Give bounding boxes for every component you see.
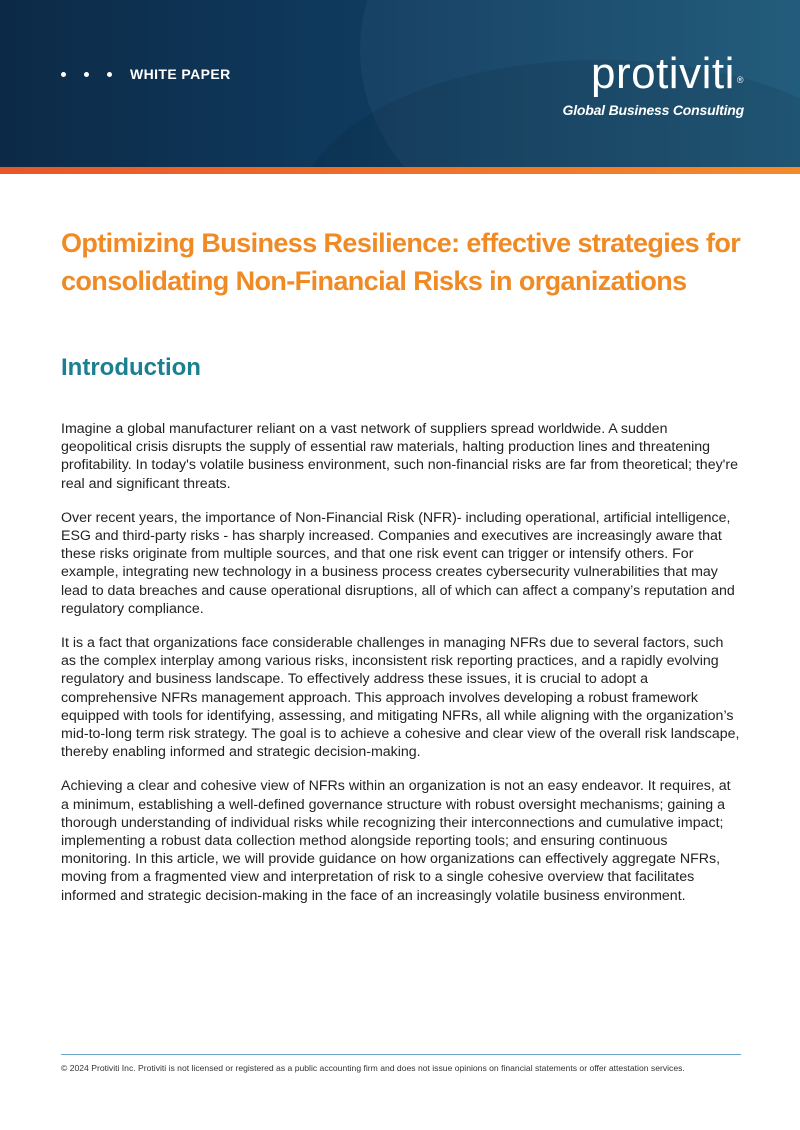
footer-divider [61, 1054, 741, 1055]
logo-wordmark: protiviti ® [590, 49, 744, 98]
header-banner [0, 0, 800, 167]
bullet-dot-icon [84, 72, 89, 77]
logo-subtitle: Global Business Consulting [562, 102, 744, 118]
bullet-dot-icon [107, 72, 112, 77]
footer-disclaimer: © 2024 Protiviti Inc. Protiviti is not licensed or registered as a public accounting firm and does not issue opinions on financial statements or offer attestation services. [61, 1063, 685, 1073]
paragraph: Achieving a clear and cohesive view of NFRs within an organization is not an easy endeavor. It requires, at a minimum, establishing a well-defined governance structure with robust oversight mechanisms; gaining a thorough understanding of individual risks while recognizing their interconnections and cumulative impact; implementing a robust data collection method alongside reporting tools; and ensuring continuous monitoring. In this article, we will provide guidance on how organizations can effectively aggregate NFRs, moving from a fragmented view and interpretation of risk to a single cohesive overview that facilitates informed and strategic decision-making in the face of an increasingly volatile business environment. [61, 778, 731, 904]
document-type-tag [61, 65, 231, 83]
protiviti-logo [562, 49, 744, 118]
paragraph: Over recent years, the importance of Non-Financial Risk (NFR)- including operational, artificial intelligence, ESG and third-party risks - has sharply increased. Companies and executives are increasingly aware that these risks originate from multiple sources, and that one risk event can trigger or intensify others. For example, integrating new technology in a business process creates cybersecurity vulnerabilities that may lead to data breaches and cause operational disruptions, all of which can affect a company’s reputation and regulatory compliance. [61, 509, 735, 617]
paragraph: Imagine a global manufacturer reliant on a vast network of suppliers spread worldwide. A sudden geopolitical crisis disrupts the supply of essential raw materials, halting production lines and threatening profitability. In today's volatile business environment, such non-financial risks are far from theoretical; they're real and significant threats. [61, 421, 739, 492]
accent-bar [0, 167, 800, 174]
paragraph: It is a fact that organizations face considerable challenges in managing NFRs due to several factors, such as the complex interplay among various risks, inconsistent risk reporting practices, and a rapidly evolving regulatory and business landscape. To effectively address these issues, it is crucial to adopt a comprehensive NFRs management approach. This approach involves developing a robust framework equipped with tools for identifying, assessing, and mitigating NFRs, all while aligning with the organization’s mid-to-long term risk strategy. The goal is to achieve a cohesive and clear view of the overall risk landscape, thereby enabling informed and strategic decision-making. [61, 635, 740, 761]
body-text [61, 420, 741, 921]
bullet-dot-icon [61, 72, 66, 77]
page-title: Optimizing Business Resilience: effective strategies for consolidating Non-Financial Risks in organizations [61, 228, 741, 296]
section-heading: Introduction [61, 354, 201, 381]
document-type-label: WHITE PAPER [130, 66, 231, 82]
